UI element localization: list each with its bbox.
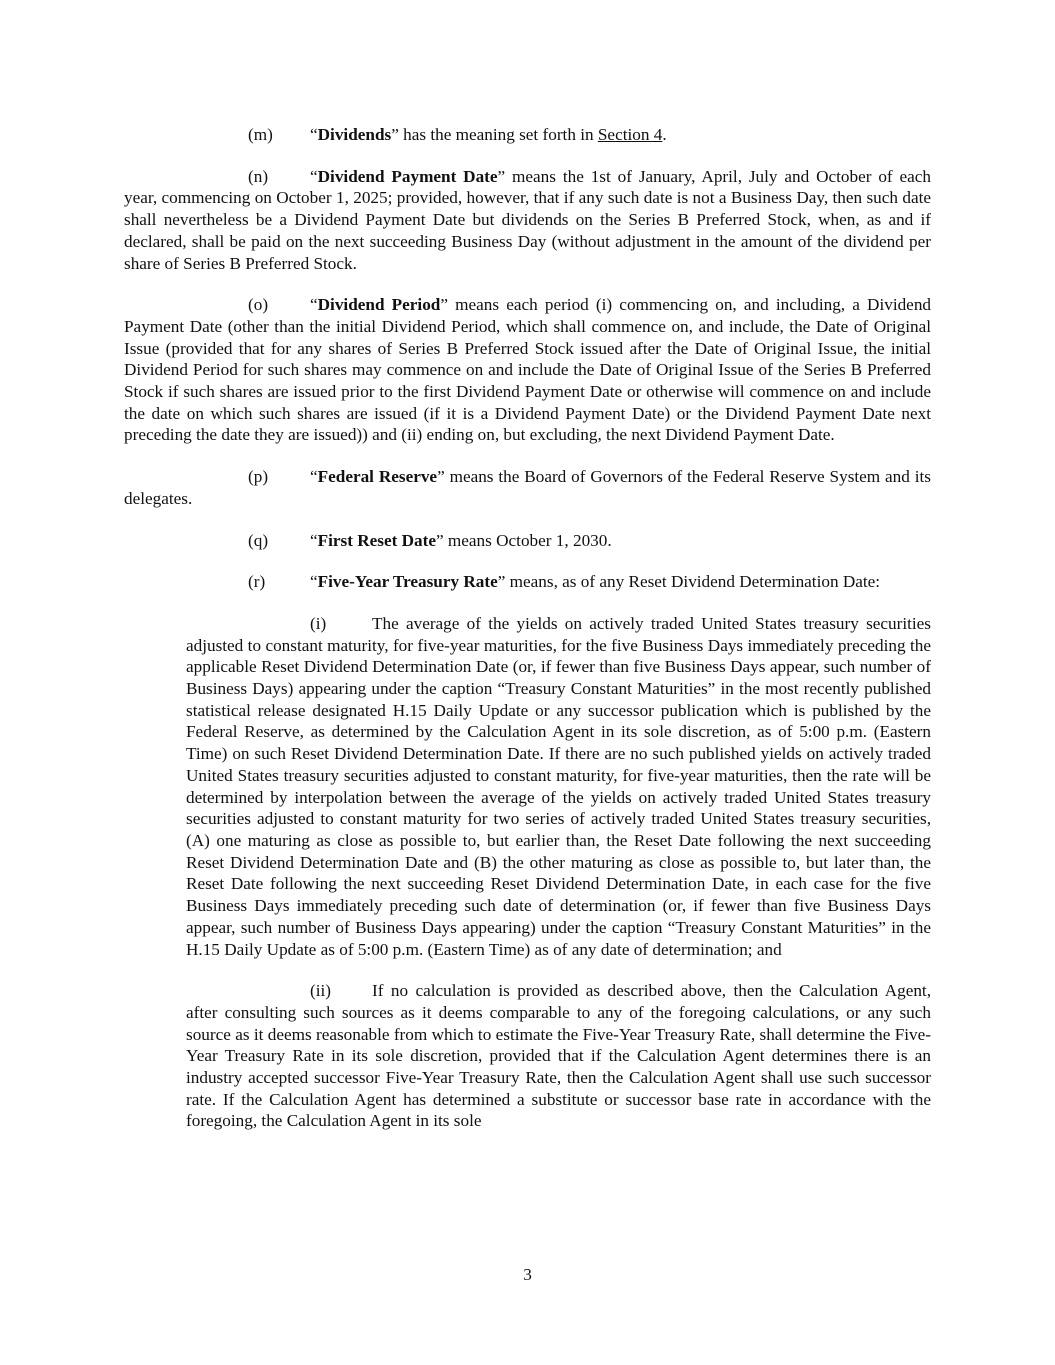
clause-label: (m) bbox=[248, 125, 273, 144]
definition-n: (n) “Dividend Payment Date” means the 1st of January, April, July and October of each year, commencing on October 1, 2025; provided, however, that if any such date is not a Business Day, then such date shall nevertheless be a Dividend Payment Date but dividends on the Series B Preferred Stock, when, as and if declared, shall be paid on the next succeeding Business Day (without adjustment in the amount of the dividend per share of Series B Preferred Stock. bbox=[124, 166, 932, 273]
subclause-i: (i) The average of the yields on actively traded United States treasury securities adjusted to constant maturity, for five-year maturities, for the five Business Days immediately preceding the applicable Reset Dividend Determination Date (or, if fewer than five Business Days appear, such number of Business Days) appearing under the caption “Treasury Constant Maturities” in the most recently published statistical release designated H.15 Daily Update or any successor publication which is published by the Federal Reserve, as determined by the Calculation Agent in its sole discretion, as of 5:00 p.m. (Eastern Time) on such Reset Dividend Determination Date. If there are no such published yields on actively traded United States treasury securities adjusted to constant maturity, for five-year maturities, then the rate will be determined by interpolation between the average of the yields on actively traded United States treasury securities adjusted to constant maturity for two series of actively traded United States treasury securities, (A) one maturing as close as possible to, but earlier than, the Reset Date following the next succeeding Reset Dividend Determination Date and (B) the other maturing as close as possible to, but later than, the Reset Date following the next succeeding Reset Dividend Determination Date, in each case for the five Business Days immediately preceding such date of determination (or, if fewer than five Business Days appear, such number of Business Days appearing) under the caption “Treasury Constant Maturities” in the H.15 Daily Update as of 5:00 p.m. (Eastern Time) as of any date of determination; and bbox=[186, 613, 931, 959]
document-page bbox=[124, 124, 931, 1132]
definition-o: (o) “Dividend Period” means each period (i) commencing on, and including, a Dividend Payment Date (other than the initial Dividend Period, which shall commence on, and include, the Date of Original Issue (provided that for any shares of Series B Preferred Stock issued after the Date of Original Issue, the initial Dividend Period for such shares may commence on and include the Date of Original Issue of the Series B Preferred Stock if such shares are issued prior to the first Dividend Payment Date or otherwise will commence on and include the date on which such shares are issued (if it is a Dividend Payment Date) or the Dividend Payment Date next preceding the date they are issued)) and (ii) ending on, but excluding, the next Dividend Payment Date. bbox=[124, 295, 932, 445]
definition-m: (m) “Dividends” has the meaning set forth in Section 4. bbox=[248, 125, 667, 144]
definition-p: (p) “Federal Reserve” means the Board of Governors of the Federal Reserve System and its delegates. bbox=[124, 467, 931, 508]
definition-r: (r) “Five-Year Treasury Rate” means, as of any Reset Dividend Determination Date: bbox=[248, 572, 881, 592]
defined-term: Dividend Payment Date bbox=[317, 166, 498, 186]
subclause-label: (i) bbox=[310, 613, 327, 633]
subclause-ii: (ii) If no calculation is provided as described above, then the Calculation Agent, after consulting such sources as it deems comparable to any of the foregoing calculations, or any such source as it deems reasonable from which to estimate the Five-Year Treasury Rate, shall determine the Five-Year Treasury Rate in its sole discretion, provided that if the Calculation Agent determines there is an industry accepted successor Five-Year Treasury Rate, then the Calculation Agent shall use such successor rate. If the Calculation Agent has determined a substitute or successor base rate in accordance with the foregoing, the Calculation Agent in its sole bbox=[186, 981, 931, 1131]
clause-label: (o) bbox=[248, 295, 269, 315]
page-number: 3 bbox=[523, 1265, 532, 1284]
defined-term: First Reset Date bbox=[317, 530, 436, 550]
section-reference-link[interactable]: Section 4 bbox=[597, 125, 663, 144]
clause-label: (q) bbox=[248, 530, 269, 550]
defined-term: Five-Year Treasury Rate bbox=[317, 572, 498, 592]
subclause-label: (ii) bbox=[310, 981, 331, 1001]
clause-label: (r) bbox=[248, 572, 266, 592]
definition-q: (q) “First Reset Date” means October 1, 2030. bbox=[248, 530, 612, 550]
defined-term: Dividends bbox=[317, 125, 392, 144]
clause-label: (n) bbox=[248, 166, 269, 186]
defined-term: Dividend Period bbox=[317, 295, 441, 315]
clause-label: (p) bbox=[248, 467, 269, 487]
defined-term: Federal Reserve bbox=[317, 467, 438, 487]
